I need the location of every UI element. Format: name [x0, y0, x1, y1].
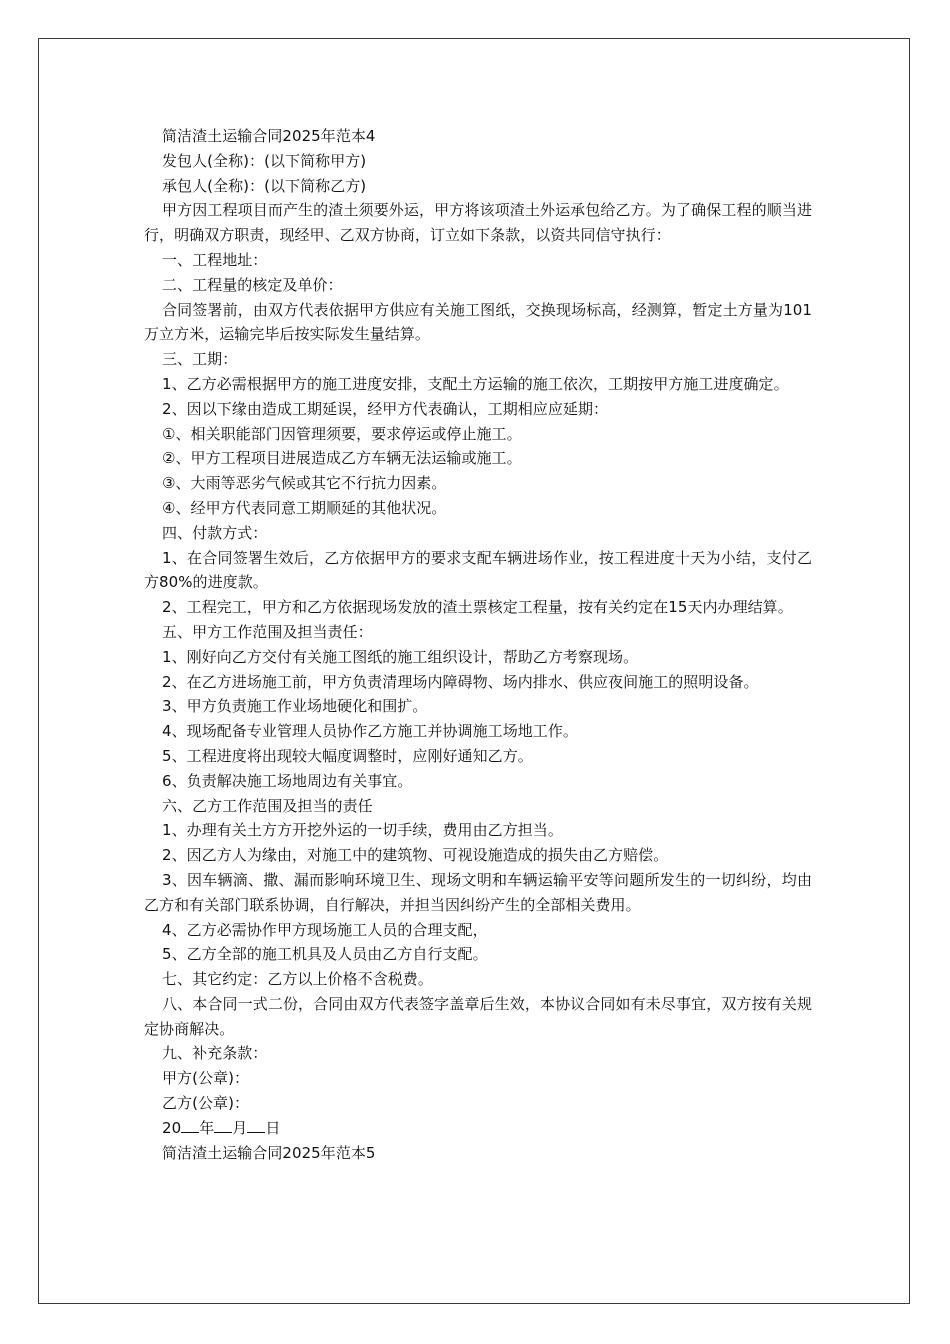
- section-6-item-5: 5、乙方全部的施工机具及人员由乙方自行支配。: [162, 945, 488, 964]
- year-blank: [181, 1118, 199, 1133]
- day-blank: [247, 1118, 265, 1133]
- section-5-item-6: 6、负责解决施工场地周边有关事宜。: [162, 771, 413, 790]
- month-blank: [214, 1118, 232, 1133]
- section-heading-6: 六、乙方工作范围及担当的责任: [162, 796, 373, 815]
- section-heading-2: 二、工程量的核定及单价：: [162, 275, 343, 294]
- section-6-item-3: 3、因车辆滴、撒、漏而影响环境卫生、现场文明和车辆运输平安等问题所发生的一切纠纷，均由乙方和有关部门联系协调，自行解决，并担当因纠纷产生的全部相关费用。: [144, 870, 812, 914]
- document-body: [144, 124, 812, 1165]
- section-6-item-1: 1、办理有关土方方开挖外运的一切手续，费用由乙方担当。: [162, 821, 563, 840]
- section-5-item-4: 4、现场配备专业管理人员协作乙方施工并协调施工场地工作。: [162, 722, 578, 741]
- party-a-seal-line: 甲方(公章)：: [162, 1069, 250, 1088]
- section-3-item-1: 1、乙方必需根据甲方的施工进度安排，支配土方运输的施工依次，工期按甲方施工进度确定。: [162, 374, 789, 393]
- section-4-item-1: 1、在合同签署生效后，乙方依据甲方的要求支配车辆进场作业，按工程进度十天为小结，支付乙方80%的进度款。: [144, 548, 812, 592]
- date-line: [144, 1116, 812, 1141]
- section-heading-5: 五、甲方工作范围及担当责任：: [162, 622, 373, 641]
- section-2-paragraph: 合同签署前，由双方代表依据甲方供应有关施工图纸，交换现场标高，经测算，暂定土方量为101万立方米，运输完毕后按实际发生量结算。: [144, 300, 812, 344]
- party-a-line: 发包人(全称)：(以下简称甲方): [162, 151, 367, 170]
- section-8-paragraph: 八、本合同一式二份，合同由双方代表签字盖章后生效，本协议合同如有未尽事宜，双方按有关规定协商解决。: [144, 994, 812, 1038]
- section-heading-7: 七、其它约定：乙方以上价格不含税费。: [162, 970, 433, 989]
- section-heading-9: 九、补充条款：: [162, 1044, 268, 1063]
- date-prefix: 20: [162, 1118, 182, 1137]
- document-title: 简洁渣土运输合同2025年范本4: [162, 127, 376, 145]
- section-3-subitem-c: ③、大雨等恶劣气候或其它不行抗力因素。: [162, 474, 447, 493]
- section-3-item-2: 2、因以下缘由造成工期延误，经甲方代表确认，工期相应应延期：: [162, 399, 609, 418]
- date-month-label: 月: [232, 1118, 248, 1137]
- section-5-item-1: 1、刚好向乙方交付有关施工图纸的施工组织设计，帮助乙方考察现场。: [162, 647, 639, 666]
- section-5-item-5: 5、工程进度将出现较大幅度调整时，应刚好通知乙方。: [162, 746, 533, 765]
- date-day-label: 日: [265, 1118, 281, 1137]
- intro-paragraph: 甲方因工程项目而产生的渣土须要外运，甲方将该项渣土外运承包给乙方。为了确保工程的顺当进行，明确双方职责，现经甲、乙双方协商，订立如下条款，以资共同信守执行：: [144, 201, 812, 245]
- section-3-subitem-a: ①、相关职能部门因管理须要，要求停运或停止施工。: [162, 424, 522, 443]
- party-b-seal-line: 乙方(公章)：: [162, 1094, 250, 1113]
- party-b-line: 承包人(全称)：(以下简称乙方): [162, 176, 367, 195]
- section-heading-3: 三、工期：: [162, 350, 238, 369]
- section-3-subitem-b: ②、甲方工程项目进展造成乙方车辆无法运输或施工。: [162, 449, 522, 468]
- section-heading-1: 一、工程地址：: [162, 250, 268, 269]
- section-heading-4: 四、付款方式：: [162, 523, 268, 542]
- next-document-title: 简洁渣土运输合同2025年范本5: [162, 1143, 376, 1162]
- section-4-item-2: 2、工程完工，甲方和乙方依据现场发放的渣土票核定工程量，按有关约定在15天内办理结算。: [162, 598, 793, 617]
- section-6-item-4: 4、乙方必需协作甲方现场施工人员的合理支配，: [162, 920, 488, 939]
- section-5-item-3: 3、甲方负责施工作业场地硬化和围扩。: [162, 697, 428, 716]
- date-year-label: 年: [199, 1118, 215, 1137]
- section-5-item-2: 2、在乙方进场施工前，甲方负责清理场内障碍物、场内排水、供应夜间施工的照明设备。: [162, 672, 759, 691]
- section-6-item-2: 2、因乙方人为缘由，对施工中的建筑物、可视设施造成的损失由乙方赔偿。: [162, 846, 669, 865]
- section-3-subitem-d: ④、经甲方代表同意工期顺延的其他状况。: [162, 498, 447, 517]
